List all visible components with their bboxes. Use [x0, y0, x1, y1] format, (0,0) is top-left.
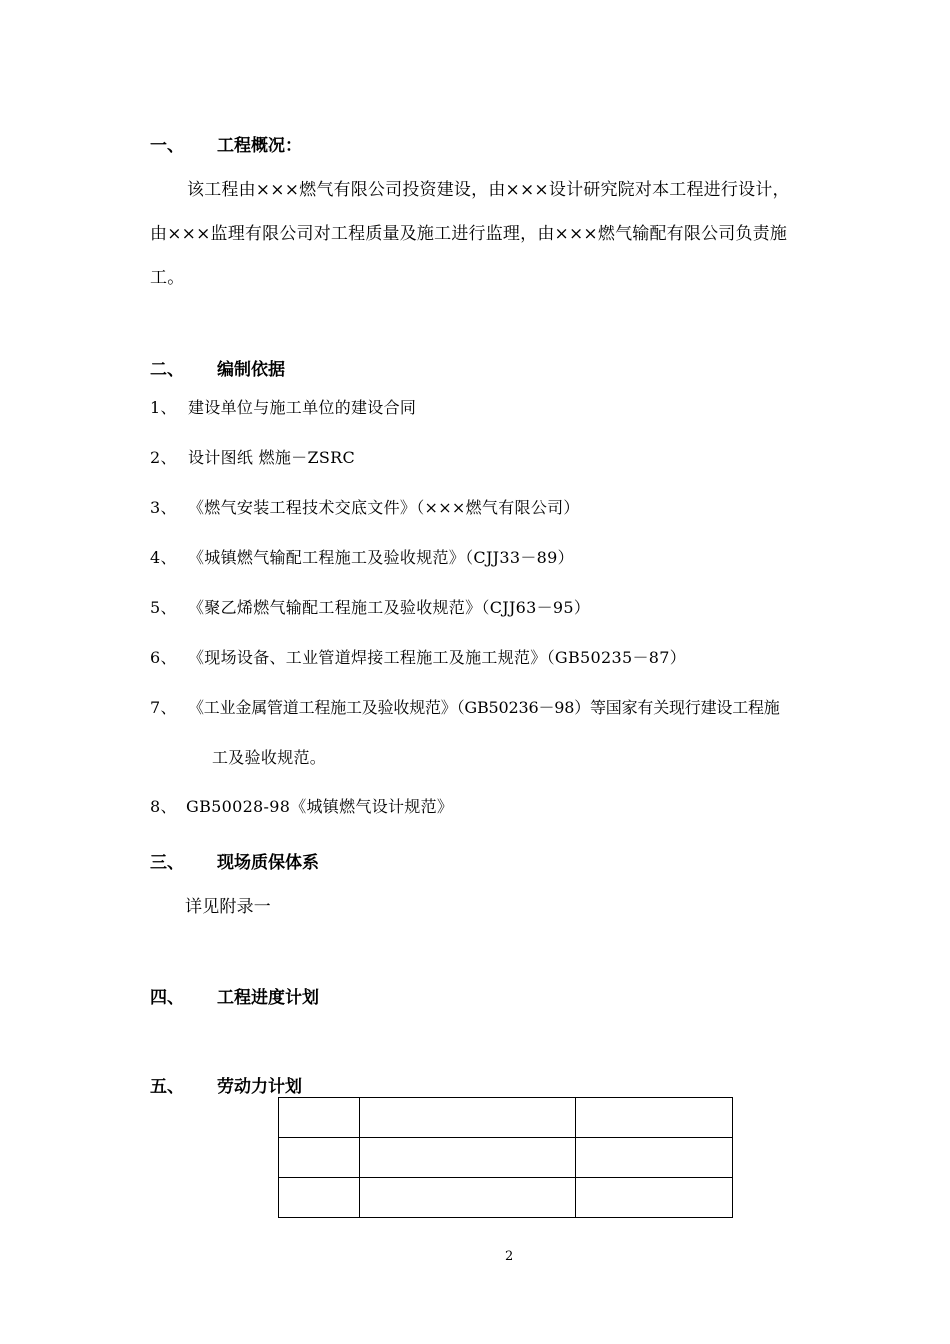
- table-row: [279, 1138, 733, 1178]
- section-number: 三、: [150, 853, 184, 873]
- list-item-text: 设计图纸 燃施－ZSRC: [188, 448, 356, 467]
- section-heading-basis: [150, 355, 450, 379]
- section-heading-overview: [150, 131, 450, 155]
- section-number: 五、: [150, 1077, 184, 1097]
- table-cell: [576, 1178, 733, 1218]
- labor-plan-table: [278, 1097, 733, 1218]
- page-number: 2: [505, 1249, 514, 1264]
- list-item: [150, 395, 870, 417]
- list-item: [150, 495, 870, 517]
- table-row: [279, 1178, 733, 1218]
- table-cell: [279, 1098, 360, 1138]
- list-item-number: 6、: [150, 648, 177, 667]
- list-item-continuation: 工及验收规范。: [212, 748, 327, 767]
- section-heading-quality: [150, 848, 450, 872]
- list-item-text: 《城镇燃气输配工程施工及验收规范》（CJJ33－89）: [188, 548, 574, 567]
- table-cell: [576, 1098, 733, 1138]
- list-item: [150, 545, 870, 567]
- section-heading-schedule: [150, 983, 450, 1007]
- section-number: 一、: [150, 136, 184, 156]
- table-cell: [576, 1138, 733, 1178]
- list-item-text: 《现场设备、工业管道焊接工程施工及施工规范》（GB50235－87）: [188, 648, 686, 667]
- table-cell: [360, 1138, 576, 1178]
- list-item: [150, 445, 870, 467]
- overview-paragraph-line-2: 由×××监理有限公司对工程质量及施工进行监理，由×××燃气输配有限公司负责施: [150, 224, 788, 244]
- section-number: 四、: [150, 988, 184, 1008]
- quality-body: 详见附录一: [185, 897, 271, 917]
- list-item-number: 2、: [150, 448, 177, 467]
- list-item-text: 《工业金属管道工程施工及验收规范》（GB50236－98）等国家有关现行建设工程施: [188, 698, 780, 717]
- list-item: [150, 695, 870, 717]
- table-cell: [360, 1098, 576, 1138]
- list-item-number: 5、: [150, 598, 177, 617]
- list-item-number: 3、: [150, 498, 177, 517]
- list-item-number: 8、: [150, 797, 177, 816]
- section-number: 二、: [150, 360, 184, 380]
- list-item: [150, 794, 870, 816]
- table-row: [279, 1098, 733, 1138]
- list-item: [150, 645, 870, 667]
- section-heading-labor: [150, 1072, 450, 1096]
- list-item-text: 建设单位与施工单位的建设合同: [188, 398, 417, 417]
- section-title: 工程进度计划: [217, 988, 319, 1008]
- list-item-text: 《聚乙烯燃气输配工程施工及验收规范》（CJJ63－95）: [188, 598, 591, 617]
- list-item-number: 1、: [150, 398, 177, 417]
- section-title: 编制依据: [217, 360, 285, 380]
- table-cell: [360, 1178, 576, 1218]
- list-item: [150, 595, 870, 617]
- table-cell: [279, 1178, 360, 1218]
- table-cell: [279, 1138, 360, 1178]
- list-item-text: GB50028-98《城镇燃气设计规范》: [186, 797, 454, 816]
- section-title: 现场质保体系: [217, 853, 319, 873]
- list-item-number: 7、: [150, 698, 177, 717]
- overview-paragraph-line-3: 工。: [150, 268, 185, 288]
- list-item-number: 4、: [150, 548, 177, 567]
- list-item-text: 《燃气安装工程技术交底文件》（×××燃气有限公司）: [188, 498, 580, 517]
- section-title: 工程概况：: [217, 136, 302, 156]
- overview-paragraph-line-1: 该工程由×××燃气有限公司投资建设，由×××设计研究院对本工程进行设计，: [187, 180, 790, 200]
- section-title: 劳动力计划: [217, 1077, 302, 1097]
